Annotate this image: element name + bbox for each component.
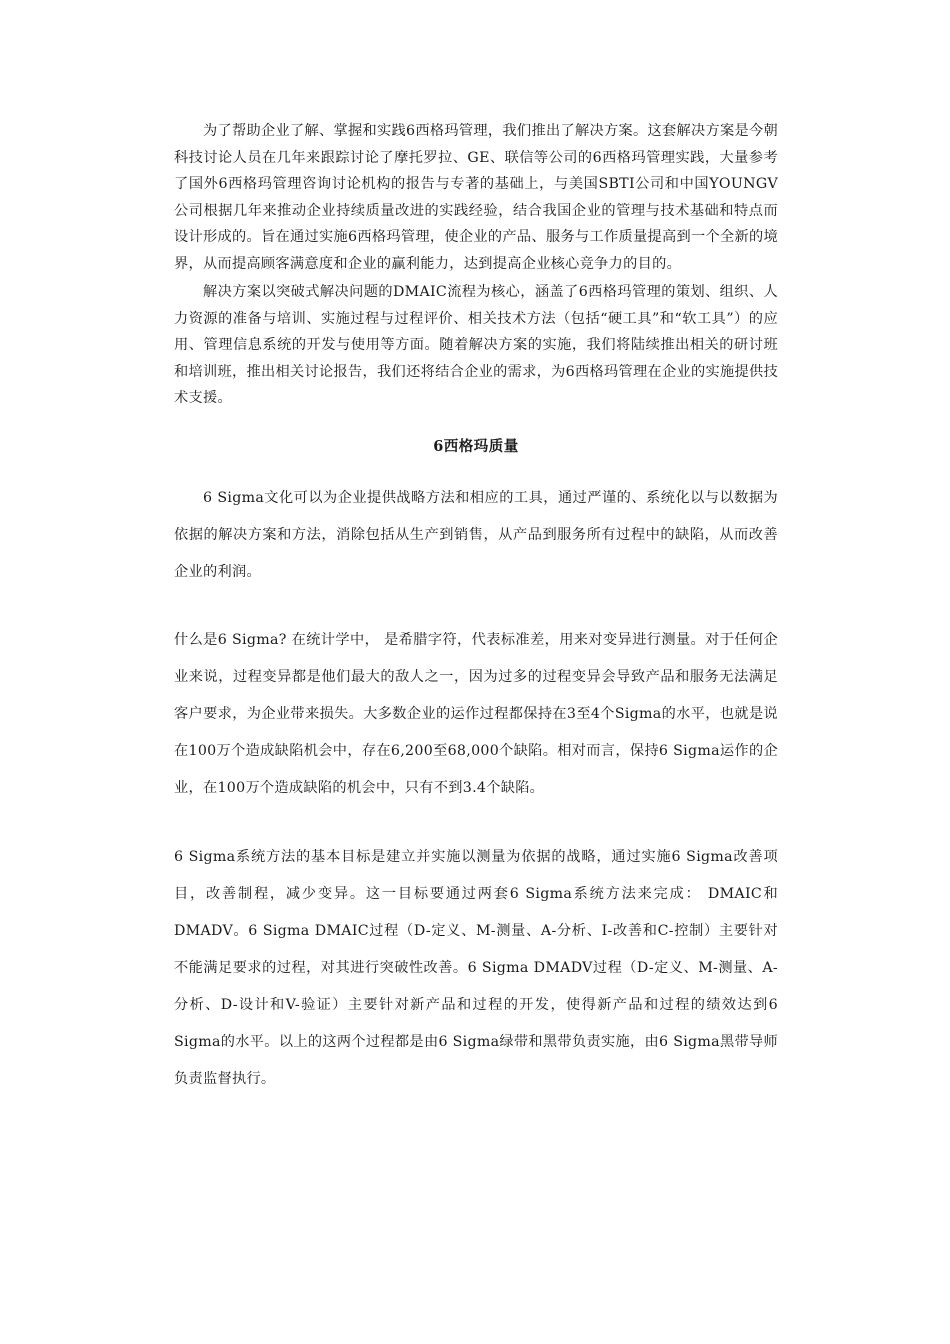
section-title: 6西格玛质量	[433, 437, 519, 455]
six-sigma-goal-paragraph: 6 Sigma系统方法的基本目标是建立并实施以测量为依据的战略，通过实施6 Sigma改善项目，改善制程，减少变异。这一目标要通过两套6 Sigma系统方法来完成： DMAIC和DMADV。6 Sigma DMAIC过程（D-定义、M-测量、A-分析、I-改善和C-控制）主要针对不能满足要求的过程，对其进行突破性改善。6 Sigma DMADV过程（D-定义、M-测量、A-分析、D-设计和V-验证）主要针对新产品和过程的开发，使得新产品和过程的绩效达到6 Sigma的水平。以上的这两个过程都是由6 Sigma绿带和黑带负责实施，由6 Sigma黑带导师负责监督执行。	[174, 848, 778, 1087]
document-page	[174, 118, 778, 1098]
what-is-six-sigma-paragraph: 什么是6 Sigma? 在统计学中， 是希腊字符，代表标准差，用来对变异进行测量。对于任何企业来说，过程变异都是他们最大的敌人之一，因为过多的过程变异会导致产品和服务无法满足客户要求，为企业带来损失。大多数企业的运作过程都保持在3至4个Sigma的水平，也就是说在100万个造成缺陷机会中，存在6,200至68,000个缺陷。相对而言，保持6 Sigma运作的企业，在100万个造成缺陷的机会中，只有不到3.4个缺陷。	[174, 631, 778, 796]
intro-paragraph-2: 解决方案以突破式解决问题的DMAIC流程为核心，涵盖了6西格玛管理的策划、组织、人力资源的准备与培训、实施过程与过程评价、相关技术方法（包括“硬工具”和“软工具”）的应用、管理信息系统的开发与使用等方面。随着解决方案的实施，我们将陆续推出相关的研讨班和培训班，推出相关讨论报告，我们还将结合企业的需求，为6西格玛管理在企业的实施提供技术支援。	[174, 284, 778, 406]
six-sigma-culture-paragraph: 6 Sigma文化可以为企业提供战略方法和相应的工具，通过严谨的、系统化以与以数据为依据的解决方案和方法，消除包括从生产到销售，从产品到服务所有过程中的缺陷，从而改善企业的利润。	[174, 489, 778, 580]
intro-paragraph-1: 为了帮助企业了解、掌握和实践6西格玛管理，我们推出了解决方案。这套解决方案是今朝科技讨论人员在几年来跟踪讨论了摩托罗拉、GE、联信等公司的6西格玛管理实践，大量参考了国外6西格玛管理咨询讨论机构的报告与专著的基础上，与美国SBTI公司和中国YOUNGV公司根据几年来推动企业持续质量改进的实践经验，结合我国企业的管理与技术基础和特点而设计形成的。旨在通过实施6西格玛管理，使企业的产品、服务与工作质量提高到一个全新的境界，从而提高顾客满意度和企业的赢利能力，达到提高企业核心竞争力的目的。	[174, 123, 778, 272]
